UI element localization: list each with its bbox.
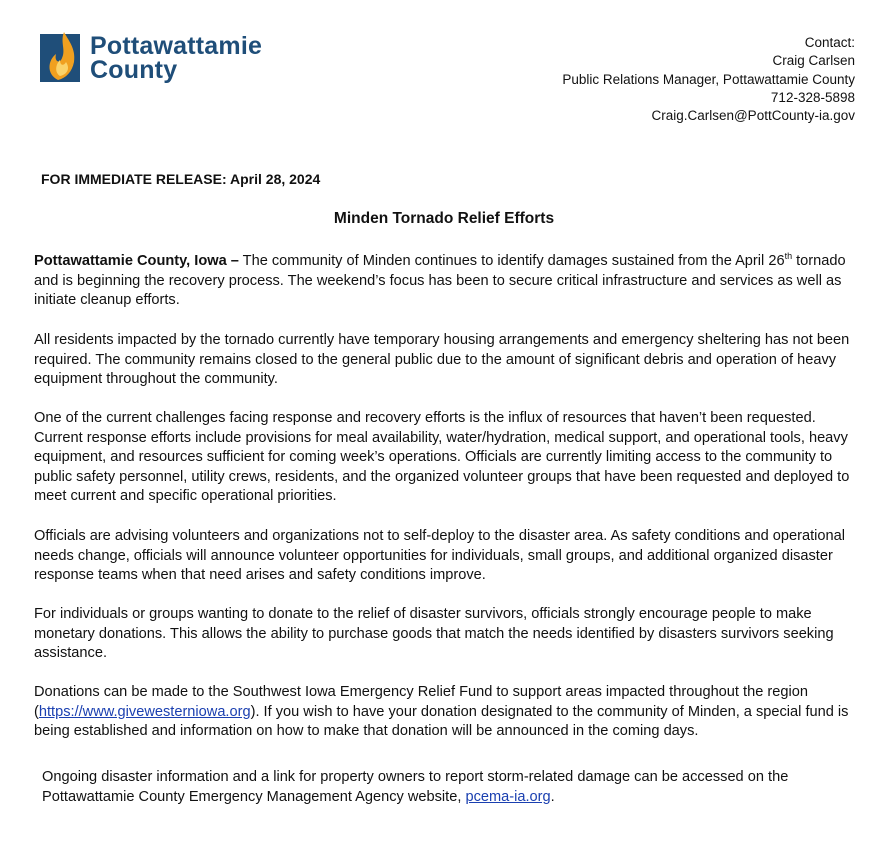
p6-text-b: ). If you wish to have your donation designated to the community of Minden, a special fund is being established and information on how to make that donation will be announced in the coming days. [34,703,849,739]
pcema-link[interactable]: pcema-ia.org [465,788,551,805]
paragraph-1 [34,252,868,311]
flame-p-logo-icon [38,24,82,84]
paragraph-5: For individuals or groups wanting to donate to the relief of disaster survivors, officials strongly encourage people to make monetary donations. This allows the ability to purchase goods that match the needs identified by disasters survivors seeking assistance. [34,606,834,661]
give-western-iowa-link[interactable]: https://www.givewesterniowa.org [38,703,251,720]
p7-text-b: . [550,788,555,805]
contact-title: Public Relations Manager, Pottawattamie County [562,71,855,87]
paragraph-3: One of the current challenges facing response and recovery efforts is the influx of resources that haven’t been requested. Current response efforts include provisions for meal availability, water/hydration, medical support, and operational tools, heavy equipment, and resources sufficient for coming week’s operations. Officials are currently limiting access to the community to public safety personnel, utility crews, residents, and the organized volunteer groups that have been requested and deployed to meet current and specific operational priorities. [34,410,850,504]
page-title: Minden Tornado Relief Efforts [333,210,555,227]
paragraph-2: All residents impacted by the tornado currently have temporary housing arrangements and emergency sheltering has not been required. The community remains closed to the general public due to the amount of significant debris and operation of heavy equipment throughout the community. [34,332,850,387]
p1-text-a: The community of Minden continues to identify damages sustained from the April 26 [238,253,785,269]
p1-sup: th [784,251,793,262]
release-line: FOR IMMEDIATE RELEASE: April 28, 2024 [41,171,321,187]
logo-line2: County [90,56,178,84]
dateline: Pottawattamie County, Iowa – [34,253,239,269]
contact-block [562,34,855,125]
p1-text-b: tornado and is beginning the recovery process. The weekend’s focus has been to secure critical infrastructure and services as well as initiate cleanup efforts. [34,253,846,308]
paragraph-4: Officials are advising volunteers and organizations not to self-deploy to the disaster area. As safety conditions and operational needs change, officials will announce volunteer opportunities for individuals, small groups, and additional organized disaster response teams when that need arises and safety conditions improve. [34,528,845,583]
contact-email[interactable]: Craig.Carlsen@PottCounty-ia.gov [651,108,855,124]
paragraph-6 [34,683,868,742]
county-logo [38,24,298,86]
p6-text-a: Donations can be made to the Southwest Iowa Emergency Relief Fund to support areas impacted throughout the region ( [34,684,808,720]
contact-name: Craig Carlsen [772,53,855,69]
logo-line1: Pottawattamie [90,32,263,60]
paragraph-7 [42,768,868,807]
contact-phone: 712-328-5898 [770,89,855,105]
p7-text-a: Ongoing disaster information and a link for property owners to report storm-related damage can be accessed on the Pottawattamie County Emergency Management Agency website, [42,769,789,805]
contact-label: Contact: [804,35,855,50]
